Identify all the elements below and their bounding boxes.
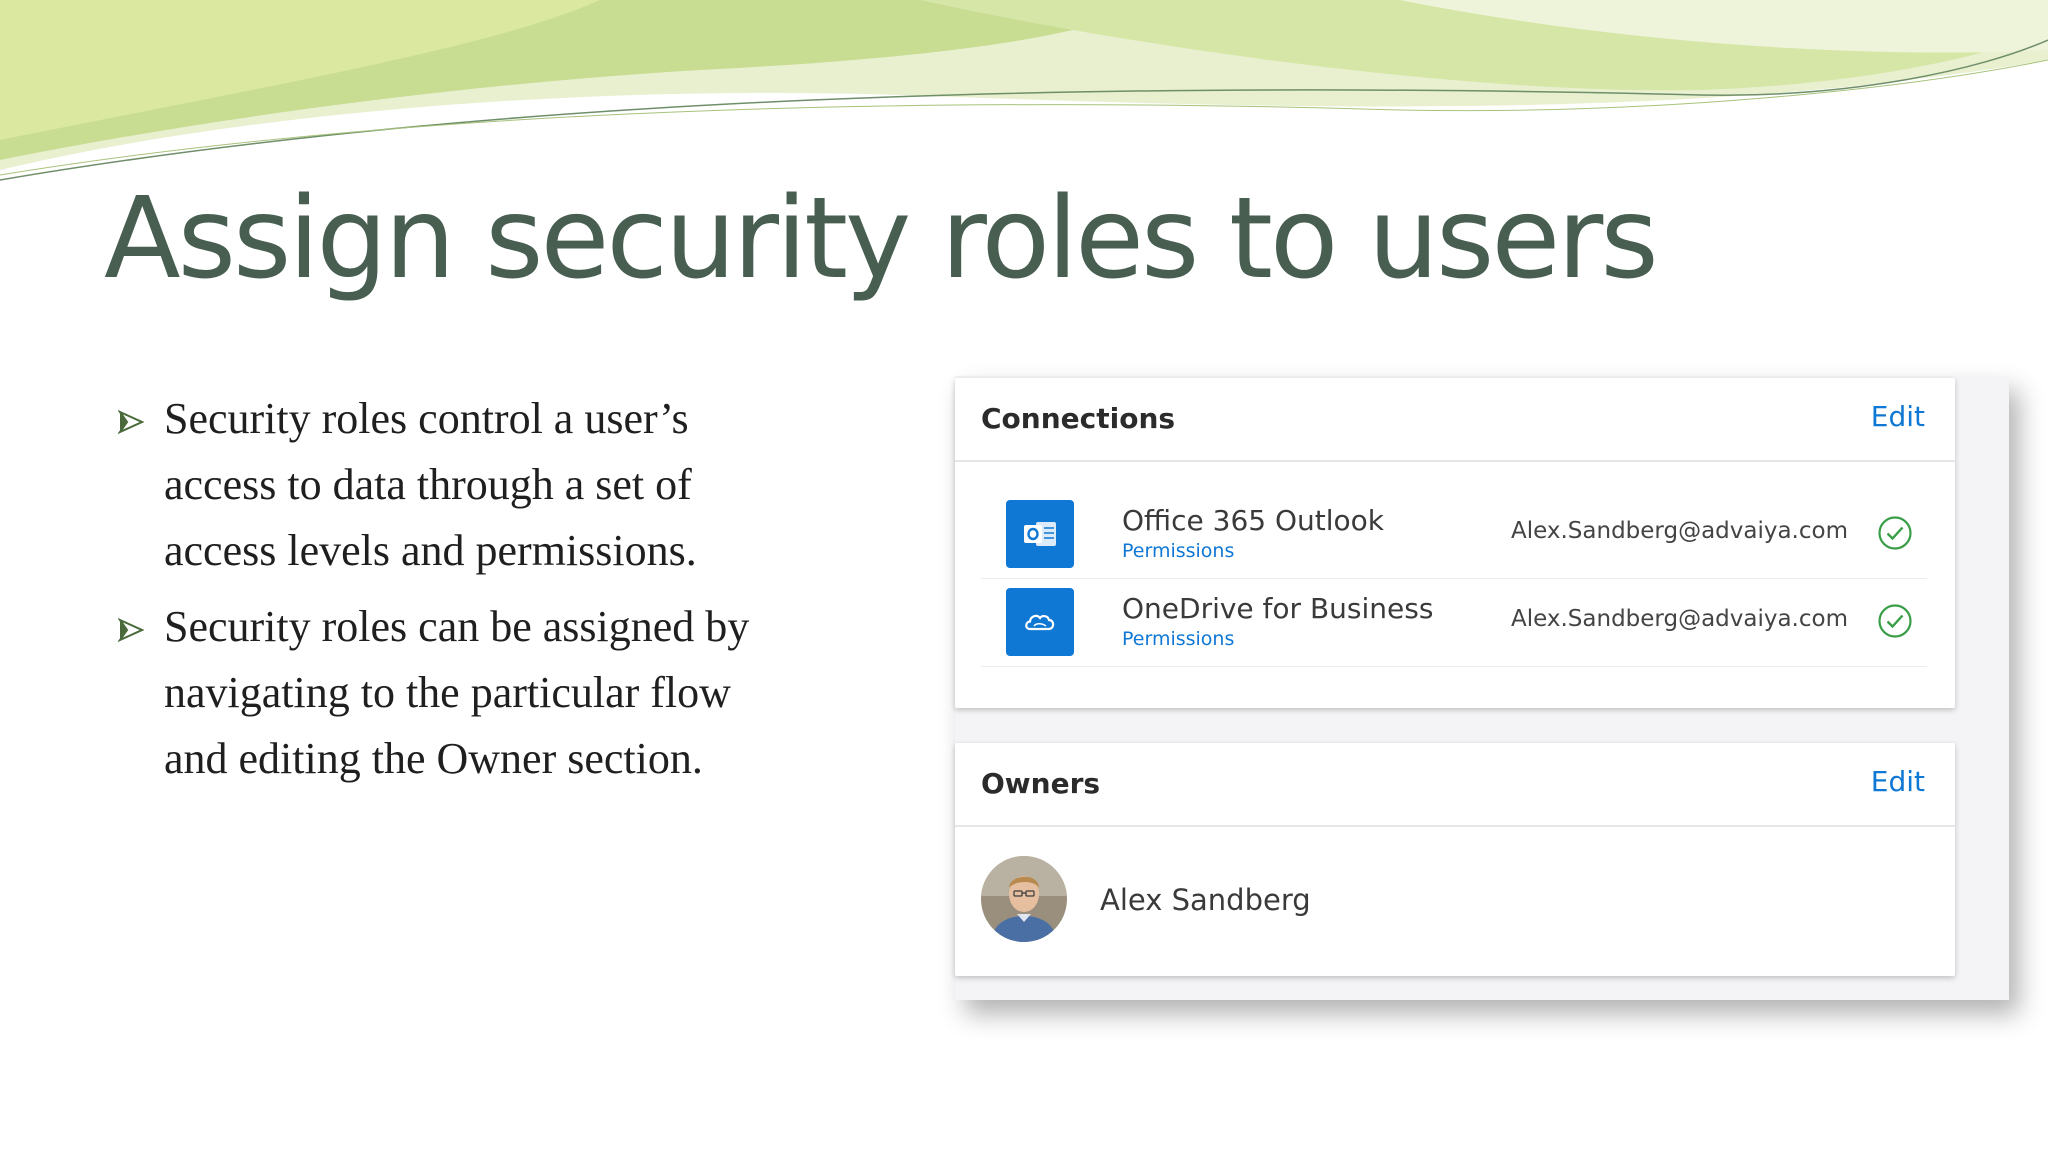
bullet-item — [118, 594, 798, 792]
check-circle-icon — [1877, 515, 1913, 551]
connections-card — [955, 378, 1955, 708]
avatar — [981, 856, 1067, 942]
slide-title: Assign security roles to users — [104, 174, 1656, 304]
connections-edit-link[interactable]: Edit — [1870, 400, 1925, 433]
bullet-text: Security roles can be assigned by navigating to the particular flow and editing the Owner section. — [164, 602, 750, 783]
owners-edit-link[interactable]: Edit — [1870, 765, 1925, 798]
bullet-list — [118, 386, 798, 802]
owners-card — [955, 743, 1955, 976]
connection-name: OneDrive for Business — [1122, 592, 1434, 625]
owner-name: Alex Sandberg — [1100, 883, 1311, 917]
connections-header — [955, 378, 1955, 462]
decorative-swoosh — [0, 0, 2048, 200]
bullet-text: Security roles control a user’s access to data through a set of access levels and permissions. — [164, 394, 697, 575]
permissions-link[interactable]: Permissions — [1122, 540, 1235, 562]
check-circle-icon — [1877, 603, 1913, 639]
connection-row-outlook — [981, 490, 1927, 579]
permissions-link[interactable]: Permissions — [1122, 628, 1235, 650]
connection-row-onedrive — [981, 578, 1927, 667]
connections-heading: Connections — [981, 402, 1176, 435]
owners-heading: Owners — [981, 767, 1101, 800]
arrow-bullet-icon — [118, 409, 144, 435]
connection-email: Alex.Sandberg@advaiya.com — [1511, 606, 1848, 632]
owners-header — [955, 743, 1955, 827]
bullet-item — [118, 386, 798, 584]
outlook-icon — [1006, 500, 1074, 568]
arrow-bullet-icon — [118, 617, 144, 643]
onedrive-icon — [1006, 588, 1074, 656]
connection-name: Office 365 Outlook — [1122, 504, 1384, 537]
connection-email: Alex.Sandberg@advaiya.com — [1511, 518, 1848, 544]
